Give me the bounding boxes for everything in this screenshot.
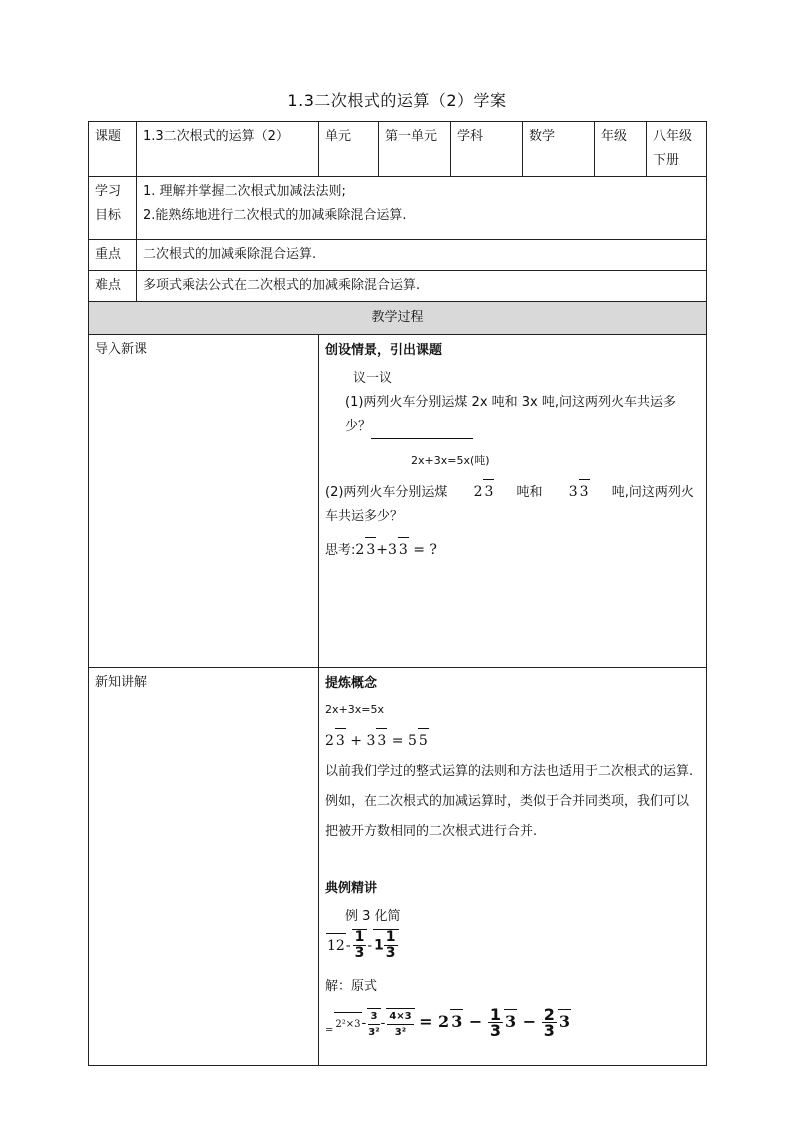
sqrt-radicand: 3: [504, 1009, 517, 1034]
topic-value: 1.3二次根式的运算（2）: [137, 122, 319, 177]
process-header-row: [89, 302, 707, 335]
header-row: [89, 122, 707, 177]
intro-q2: [325, 479, 700, 529]
think-label: 思考:: [325, 543, 356, 558]
denominator: 3: [543, 1021, 555, 1040]
sqrt-radicand: 3: [579, 479, 590, 504]
example-label: 例 3 化简: [345, 909, 401, 924]
sqrt-radicand: 2²×3: [334, 1012, 361, 1037]
coef: 3: [568, 484, 578, 500]
eq2: [325, 728, 700, 753]
eq1: 2x+3x=5x: [325, 703, 384, 716]
newknow-label: 新知讲解: [95, 675, 148, 690]
focus-row: [89, 240, 707, 271]
sqrt-radicand: 3: [376, 728, 387, 753]
newknow-row: [89, 668, 707, 1066]
denominator: 3: [489, 1021, 502, 1040]
intro-sub: 议一议: [353, 371, 393, 386]
plus-term: + 3: [350, 733, 376, 749]
coef: 2: [473, 484, 483, 500]
numerator: 3: [368, 1009, 379, 1025]
minus-sign: -: [361, 1015, 367, 1031]
focus-text: 二次根式的加减乘除混合运算.: [137, 240, 707, 271]
result-term: = 2: [419, 1012, 450, 1031]
denominator: 3: [354, 945, 365, 961]
think-line: [325, 537, 700, 563]
minus-sign: −: [522, 1012, 537, 1031]
minus-sign: −: [468, 1012, 483, 1031]
plus-term: +3: [376, 542, 397, 558]
equals-question: = ?: [413, 542, 437, 558]
intro-q2-post: 吨,问这两列火车共运多少？: [325, 485, 694, 524]
expr-3sqrt3: [569, 484, 590, 500]
example-expression: [325, 929, 700, 961]
sqrt-radicand: 3: [483, 479, 494, 504]
process-header: 教学过程: [89, 302, 707, 335]
intro-content: [319, 335, 707, 668]
difficulty-text: 多项式乘法公式在二次根式的加减乘除混合运算.: [137, 271, 707, 302]
denominator: 3²: [368, 1027, 380, 1038]
numerator: 1: [385, 929, 396, 945]
example-heading: 典例精讲: [325, 881, 378, 896]
sqrt-radicand: 12: [326, 933, 346, 958]
sqrt-radicand: 3: [398, 537, 409, 562]
intro-q2-mid: 吨和: [516, 485, 543, 500]
sqrt-radicand: 5: [418, 728, 429, 753]
coef: 2: [325, 733, 334, 749]
coef: 2: [355, 542, 365, 558]
numerator: 2: [543, 1005, 555, 1024]
denominator: 3²: [394, 1027, 407, 1038]
minus-sign: -: [380, 1015, 386, 1031]
numerator: 1: [354, 929, 365, 945]
newknow-heading: 提炼概念: [325, 676, 378, 691]
expr-2sqrt3: [474, 484, 495, 500]
sqrt-mixed-number: [373, 929, 399, 961]
sqrt-radicand: 3: [335, 728, 346, 753]
intro-label: 导入新课: [95, 342, 148, 357]
intro-q1-text: (1)两列火车分别运煤 2x 吨和 3x 吨,问这两列火车共运多少？: [345, 395, 677, 434]
think-expr: [355, 542, 437, 558]
sqrt-fraction: [386, 1008, 414, 1040]
sqrt-radicand: 3: [558, 1009, 571, 1034]
answer-blank: [371, 424, 473, 439]
intro-a1: 2x+3x=5x(吨): [411, 454, 490, 467]
intro-q1: [325, 391, 700, 439]
intro-heading: 创设情景，引出课题: [325, 343, 443, 358]
sqrt-fraction: [352, 929, 368, 961]
intro-row: [89, 335, 707, 668]
sqrt-radicand: 3: [365, 537, 376, 562]
goal-item: 2.能熟练地进行二次根式的加减乘除混合运算.: [143, 208, 407, 223]
goals-label: 学习目标: [89, 177, 137, 240]
focus-label: 重点: [89, 240, 137, 271]
sqrt-fraction: [367, 1008, 380, 1040]
goals-row: [89, 177, 707, 240]
equals-term: = 5: [391, 733, 417, 749]
intro-label-cell: [89, 335, 319, 668]
denominator: 3: [385, 945, 396, 961]
goal-item: 1. 理解并掌握二次根式加减法法则;: [143, 184, 346, 199]
intro-q2-pre: (2)两列火车分别运煤: [325, 485, 448, 500]
numerator: 1: [489, 1005, 502, 1024]
newknow-content: [319, 668, 707, 1066]
page-title: 1.3二次根式的运算（2）学案: [287, 91, 507, 110]
goals-content: [137, 177, 707, 240]
whole-part: 1: [374, 937, 384, 954]
solution-label: 解：原式: [325, 979, 378, 994]
subject-value: 数学: [523, 122, 595, 177]
numerator: 4×3: [387, 1009, 413, 1025]
concept-paragraph: 以前我们学过的整式运算的法则和方法也适用于二次根式的运算.例如，在二次根式的加减运算时，类似于合并同类项，我们可以把被开方数相同的二次根式进行合并.: [325, 764, 694, 839]
difficulty-label: 难点: [89, 271, 137, 302]
difficulty-row: [89, 271, 707, 302]
minus-sign: -: [345, 937, 351, 954]
minus-sign: -: [367, 937, 373, 954]
unit-label: 单元: [319, 122, 379, 177]
equals-sign: =: [325, 1025, 334, 1036]
sqrt-radicand: 3: [450, 1009, 463, 1034]
grade-value: 八年级下册: [647, 122, 707, 177]
grade-label: 年级: [595, 122, 647, 177]
unit-value: 第一单元: [379, 122, 451, 177]
solution-result: [419, 1005, 571, 1040]
newknow-label-cell: [89, 668, 319, 1066]
solution-expression: [325, 1007, 700, 1043]
lesson-plan-table: [88, 121, 707, 1066]
topic-label: 课题: [89, 122, 137, 177]
subject-label: 学科: [451, 122, 523, 177]
